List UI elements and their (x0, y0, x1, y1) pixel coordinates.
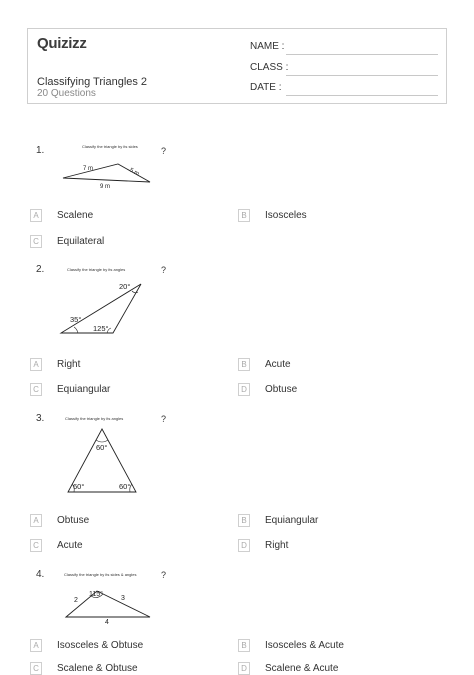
option-letter: C (30, 539, 42, 552)
answer-option[interactable] (30, 234, 104, 248)
worksheet-header (27, 28, 447, 104)
option-text: Isosceles & Obtuse (57, 639, 144, 651)
option-text: Equilateral (57, 235, 105, 247)
question-mark: ? (161, 414, 167, 424)
name-label: NAME : (250, 41, 285, 52)
answer-option[interactable] (30, 208, 93, 222)
triangle-figure (62, 426, 142, 496)
angle-label: 60° (119, 482, 131, 491)
side-label: 4 (105, 619, 109, 626)
option-text: Isosceles (265, 209, 307, 221)
option-letter: B (238, 209, 250, 222)
answer-option[interactable] (238, 538, 288, 552)
option-text: Right (57, 358, 81, 370)
side-label: 5 m (128, 167, 140, 178)
option-text: Acute (57, 539, 83, 551)
answer-option[interactable] (30, 638, 143, 652)
question-number: 4. (36, 569, 45, 580)
side-label: 2 (74, 597, 78, 604)
option-text: Obtuse (265, 383, 298, 395)
answer-option[interactable] (238, 638, 344, 652)
option-letter: B (238, 514, 250, 527)
question-mark: ? (161, 265, 167, 275)
angle-label: 20° (119, 282, 131, 291)
class-label: CLASS : (250, 62, 289, 73)
option-text: Scalene & Acute (265, 662, 339, 674)
option-letter: D (238, 662, 250, 675)
angle-label: 125° (93, 324, 109, 333)
answer-option[interactable] (238, 208, 307, 222)
angle-label: 35° (70, 315, 82, 324)
answer-option[interactable] (238, 513, 318, 527)
option-text: Right (265, 539, 289, 551)
quizizz-logo: Quizizz (37, 35, 87, 52)
option-text: Isosceles & Acute (265, 639, 344, 651)
question-number: 2. (36, 264, 45, 275)
question-mark: ? (161, 146, 167, 156)
option-letter: C (30, 383, 42, 396)
option-letter: C (30, 235, 42, 248)
answer-option[interactable] (30, 513, 89, 527)
name-field[interactable] (286, 54, 438, 55)
option-letter: B (238, 358, 250, 371)
side-label: 3 (121, 595, 125, 602)
option-text: Equiangular (265, 514, 319, 526)
answer-option[interactable] (30, 538, 83, 552)
question-caption: Classify the triangle by its sides & angles (64, 572, 137, 577)
side-label: 7 m (83, 166, 94, 172)
answer-option[interactable] (30, 661, 138, 675)
question-mark: ? (161, 570, 167, 580)
answer-option[interactable] (30, 382, 110, 396)
option-letter: C (30, 662, 42, 675)
option-letter: A (30, 514, 42, 527)
class-field[interactable] (286, 75, 438, 76)
option-text: Equiangular (57, 383, 111, 395)
question-number: 3. (36, 413, 45, 424)
question-count: 20 Questions (37, 88, 96, 99)
question-caption: Classify the triangle by its angles (67, 267, 126, 272)
option-letter: B (238, 639, 250, 652)
option-letter: A (30, 639, 42, 652)
option-letter: D (238, 539, 250, 552)
side-label: 9 m (100, 184, 111, 190)
option-text: Acute (265, 358, 291, 370)
option-letter: D (238, 383, 250, 396)
option-text: Scalene & Obtuse (57, 662, 138, 674)
triangle-figure (55, 278, 150, 338)
question-caption: Classify the triangle by its sides (82, 144, 138, 149)
question-caption: Classify the triangle by its angles (65, 416, 124, 421)
option-letter: A (30, 209, 42, 222)
angle-label: 60° (96, 443, 108, 452)
triangle-figure (60, 582, 155, 624)
date-field[interactable] (286, 95, 438, 96)
date-label: DATE : (250, 82, 282, 93)
answer-option[interactable] (238, 382, 297, 396)
option-text: Scalene (57, 209, 94, 221)
question-number: 1. (36, 145, 45, 156)
answer-option[interactable] (30, 357, 80, 371)
answer-option[interactable] (238, 357, 291, 371)
angle-label: 115° (89, 591, 103, 598)
triangle-figure (55, 155, 160, 195)
option-letter: A (30, 358, 42, 371)
option-text: Obtuse (57, 514, 90, 526)
worksheet-title: Classifying Triangles 2 (37, 76, 148, 88)
angle-label: 60° (73, 482, 85, 491)
answer-option[interactable] (238, 661, 338, 675)
